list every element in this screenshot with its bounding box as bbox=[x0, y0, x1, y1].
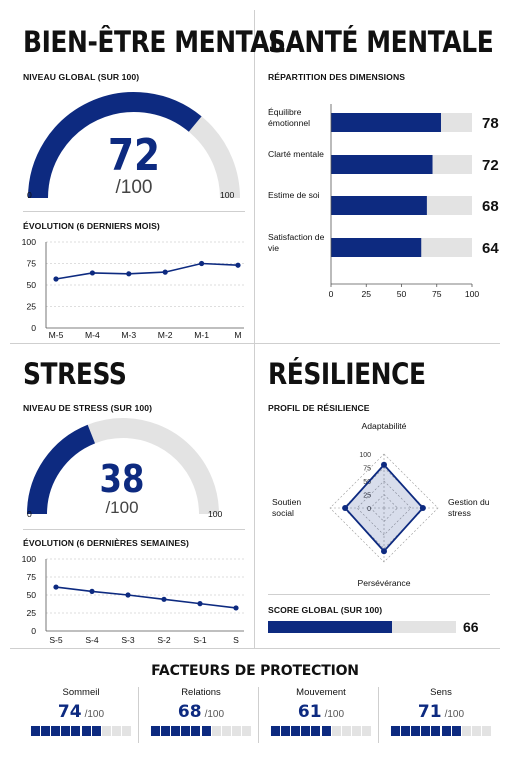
stress-trend-xtick: S-1 bbox=[193, 635, 207, 645]
stress-title: STRESS bbox=[23, 357, 127, 391]
factor-segment bbox=[472, 726, 481, 736]
stress-trend-label: ÉVOLUTION (6 DERNIÈRES SEMAINES) bbox=[23, 538, 190, 548]
resilience-score-fill bbox=[268, 621, 392, 633]
factor-unit: /100 bbox=[444, 709, 465, 720]
bar-category-label: Estime de soi bbox=[268, 190, 320, 200]
factor-segment bbox=[352, 726, 361, 736]
factor-name: Relations bbox=[181, 687, 221, 698]
wellbeing-trend-ytick: 75 bbox=[26, 258, 36, 269]
factor-segment bbox=[71, 726, 80, 736]
factor-value: 71 bbox=[417, 702, 442, 722]
wellbeing-trend-point bbox=[126, 271, 131, 276]
stress-trend-point bbox=[89, 589, 94, 594]
radar-rtick: 100 bbox=[359, 452, 371, 459]
stress-trend-ytick: 100 bbox=[21, 554, 36, 564]
bar-xtick: 0 bbox=[328, 289, 334, 299]
radar-point bbox=[420, 505, 426, 511]
stress-trend-ytick: 50 bbox=[26, 590, 36, 600]
protection-title: FACTEURS DE PROTECTION bbox=[151, 663, 359, 679]
factor-value-row bbox=[262, 702, 380, 722]
wellbeing-trend-label: ÉVOLUTION (6 DERNIERS MOIS) bbox=[23, 221, 160, 231]
health-title: SANTÉ MENTALE bbox=[268, 25, 494, 59]
wellbeing-gauge-min: 0 bbox=[27, 190, 32, 200]
factor-segment bbox=[301, 726, 310, 736]
factor-segment bbox=[61, 726, 70, 736]
factor-segment bbox=[242, 726, 251, 736]
bar-xtick: 25 bbox=[361, 289, 372, 299]
stress-trend-xtick: S-4 bbox=[85, 635, 99, 645]
factor-segment bbox=[281, 726, 290, 736]
wellbeing-trend-ytick: 0 bbox=[31, 323, 36, 333]
factor-segment bbox=[151, 726, 160, 736]
radar-axis-label-right: Gestion du stress bbox=[448, 497, 490, 518]
bar bbox=[331, 238, 421, 257]
wellbeing-trend-xtick: M-5 bbox=[48, 330, 64, 340]
factor-segment bbox=[212, 726, 221, 736]
stress-trend-point bbox=[233, 605, 238, 610]
stress-trend-chart bbox=[10, 549, 250, 647]
factor-segment bbox=[271, 726, 280, 736]
divider-horizontal-middle bbox=[10, 343, 500, 344]
radar-point bbox=[342, 505, 348, 511]
factor-unit: /100 bbox=[84, 709, 105, 720]
wellbeing-gauge-max: 100 bbox=[220, 190, 235, 200]
wellbeing-trend-xtick: M bbox=[234, 330, 242, 340]
stress-trend-point bbox=[197, 601, 202, 606]
wellbeing-title: BIEN-ÊTRE MENTAL bbox=[23, 25, 285, 59]
wellbeing-trend-xtick: M-1 bbox=[194, 330, 210, 340]
bar-value-label: 78 bbox=[482, 115, 499, 132]
factor-segment bbox=[82, 726, 91, 736]
stress-trend-xtick: S-3 bbox=[121, 635, 135, 645]
bar-xtick: 50 bbox=[396, 289, 407, 299]
factor-segment bbox=[92, 726, 101, 736]
stress-trend-point bbox=[161, 597, 166, 602]
factor-divider bbox=[138, 687, 139, 743]
wellbeing-gauge-denominator: /100 bbox=[115, 177, 153, 198]
factor-name: Mouvement bbox=[296, 687, 346, 698]
divider-stress-inner bbox=[23, 529, 245, 530]
divider-vertical-top bbox=[254, 10, 255, 648]
bar bbox=[331, 113, 441, 132]
stress-trend-ytick: 25 bbox=[26, 608, 36, 618]
factor-value-row bbox=[22, 702, 140, 722]
factor-segment bbox=[181, 726, 190, 736]
stress-gauge-min: 0 bbox=[27, 509, 32, 519]
wellbeing-trend-point bbox=[199, 261, 204, 266]
stress-trend-point bbox=[53, 584, 58, 589]
wellbeing-gauge-value: 72 bbox=[107, 130, 161, 181]
stress-gauge-denominator: /100 bbox=[105, 498, 139, 517]
radar-point bbox=[381, 548, 387, 554]
factor-value-row bbox=[382, 702, 500, 722]
stress-trend-xtick: S-5 bbox=[49, 635, 63, 645]
wellbeing-trend-ytick: 25 bbox=[26, 301, 36, 312]
factor-segment bbox=[102, 726, 111, 736]
radar-rtick: 50 bbox=[363, 479, 371, 486]
factor-segment bbox=[51, 726, 60, 736]
factor-segment bbox=[112, 726, 121, 736]
bar bbox=[331, 196, 427, 215]
factor-segment bbox=[322, 726, 331, 736]
stress-trend-xtick: S bbox=[233, 635, 239, 645]
wellbeing-trend-xtick: M-2 bbox=[157, 330, 173, 340]
factor-unit: /100 bbox=[324, 709, 345, 720]
bar-category-label: Clarté mentale bbox=[268, 149, 324, 159]
wellbeing-trend-ytick: 50 bbox=[26, 280, 36, 290]
divider-horizontal-bottom bbox=[10, 648, 500, 649]
bar-value-label: 64 bbox=[482, 240, 499, 257]
factor-segment bbox=[442, 726, 451, 736]
bar-category-label: Satisfaction de vie bbox=[268, 232, 325, 253]
bar bbox=[331, 155, 433, 174]
radar-axis-label-left: Soutien social bbox=[272, 497, 302, 518]
factor-segment bbox=[222, 726, 231, 736]
stress-gauge-value: 38 bbox=[99, 457, 145, 501]
factor-segment bbox=[122, 726, 131, 736]
factor-segment bbox=[421, 726, 430, 736]
wellbeing-trend-chart bbox=[10, 232, 250, 340]
bar-value-label: 72 bbox=[482, 157, 499, 174]
factor-name: Sens bbox=[430, 687, 452, 698]
factor-segment bbox=[202, 726, 211, 736]
divider-resilience-inner bbox=[268, 594, 490, 595]
factor-segment bbox=[332, 726, 341, 736]
infographic bbox=[10, 10, 500, 760]
radar-rtick: 75 bbox=[363, 465, 371, 473]
health-chart-label: RÉPARTITION DES DIMENSIONS bbox=[268, 72, 406, 82]
factor-segment bbox=[41, 726, 50, 736]
factor-value: 68 bbox=[177, 702, 202, 722]
stress-gauge-max: 100 bbox=[208, 509, 223, 519]
bar-xtick: 75 bbox=[431, 289, 442, 299]
factor-segment bbox=[401, 726, 410, 736]
factor-segment bbox=[311, 726, 320, 736]
wellbeing-trend-ytick: 100 bbox=[21, 237, 36, 247]
radar-rtick: 0 bbox=[367, 506, 371, 513]
stress-trend-ytick: 75 bbox=[26, 572, 36, 582]
radar-point bbox=[381, 462, 387, 468]
wellbeing-trend-point bbox=[53, 276, 58, 281]
bar-xtick: 100 bbox=[464, 289, 480, 299]
wellbeing-trend-xtick: M-3 bbox=[121, 330, 137, 340]
bar-value-label: 68 bbox=[482, 198, 499, 215]
factor-value-row bbox=[142, 702, 260, 722]
factor-segment bbox=[411, 726, 420, 736]
wellbeing-trend-point bbox=[163, 270, 168, 275]
resilience-score-track bbox=[268, 621, 456, 633]
factor-segment bbox=[232, 726, 241, 736]
wellbeing-gauge-label: NIVEAU GLOBAL (SUR 100) bbox=[23, 72, 140, 82]
bar-category-label: Équilibre émotionnel bbox=[268, 107, 311, 128]
wellbeing-trend-point bbox=[90, 270, 95, 275]
factor-segment bbox=[161, 726, 170, 736]
factor-segment bbox=[291, 726, 300, 736]
factor-value: 61 bbox=[297, 702, 322, 722]
factor-segment bbox=[391, 726, 400, 736]
factor-unit: /100 bbox=[204, 709, 225, 720]
radar-axis-label-bottom: Persévérance bbox=[357, 578, 411, 588]
factor-name: Sommeil bbox=[62, 687, 100, 698]
radar-rtick: 25 bbox=[363, 492, 371, 500]
radar-axis-label-top: Adaptabilité bbox=[361, 421, 407, 431]
wellbeing-trend-line bbox=[56, 264, 238, 279]
resilience-title: RÉSILIENCE bbox=[268, 357, 426, 391]
factor-segment bbox=[31, 726, 40, 736]
wellbeing-trend-xtick: M-4 bbox=[84, 330, 100, 340]
factor-segment bbox=[462, 726, 471, 736]
resilience-chart-label: PROFIL DE RÉSILIENCE bbox=[268, 403, 370, 413]
radar-area bbox=[345, 465, 423, 551]
factor-segment bbox=[191, 726, 200, 736]
divider-wellbeing-inner bbox=[23, 211, 245, 212]
stress-trend-ytick: 0 bbox=[31, 626, 36, 636]
factor-value: 74 bbox=[57, 702, 82, 722]
factor-segment bbox=[171, 726, 180, 736]
wellbeing-trend-point bbox=[235, 263, 240, 268]
stress-trend-point bbox=[125, 592, 130, 597]
resilience-score-label: SCORE GLOBAL (SUR 100) bbox=[268, 605, 383, 615]
stress-trend-xtick: S-2 bbox=[157, 635, 171, 645]
factor-divider bbox=[378, 687, 379, 743]
factor-segment bbox=[431, 726, 440, 736]
factor-segment bbox=[482, 726, 491, 736]
resilience-score-value: 66 bbox=[463, 619, 479, 635]
factor-segment bbox=[452, 726, 461, 736]
stress-gauge-label: NIVEAU DE STRESS (SUR 100) bbox=[23, 403, 153, 413]
factor-segment bbox=[362, 726, 371, 736]
factor-segment bbox=[342, 726, 351, 736]
factor-divider bbox=[258, 687, 259, 743]
stress-trend-line bbox=[56, 587, 236, 608]
